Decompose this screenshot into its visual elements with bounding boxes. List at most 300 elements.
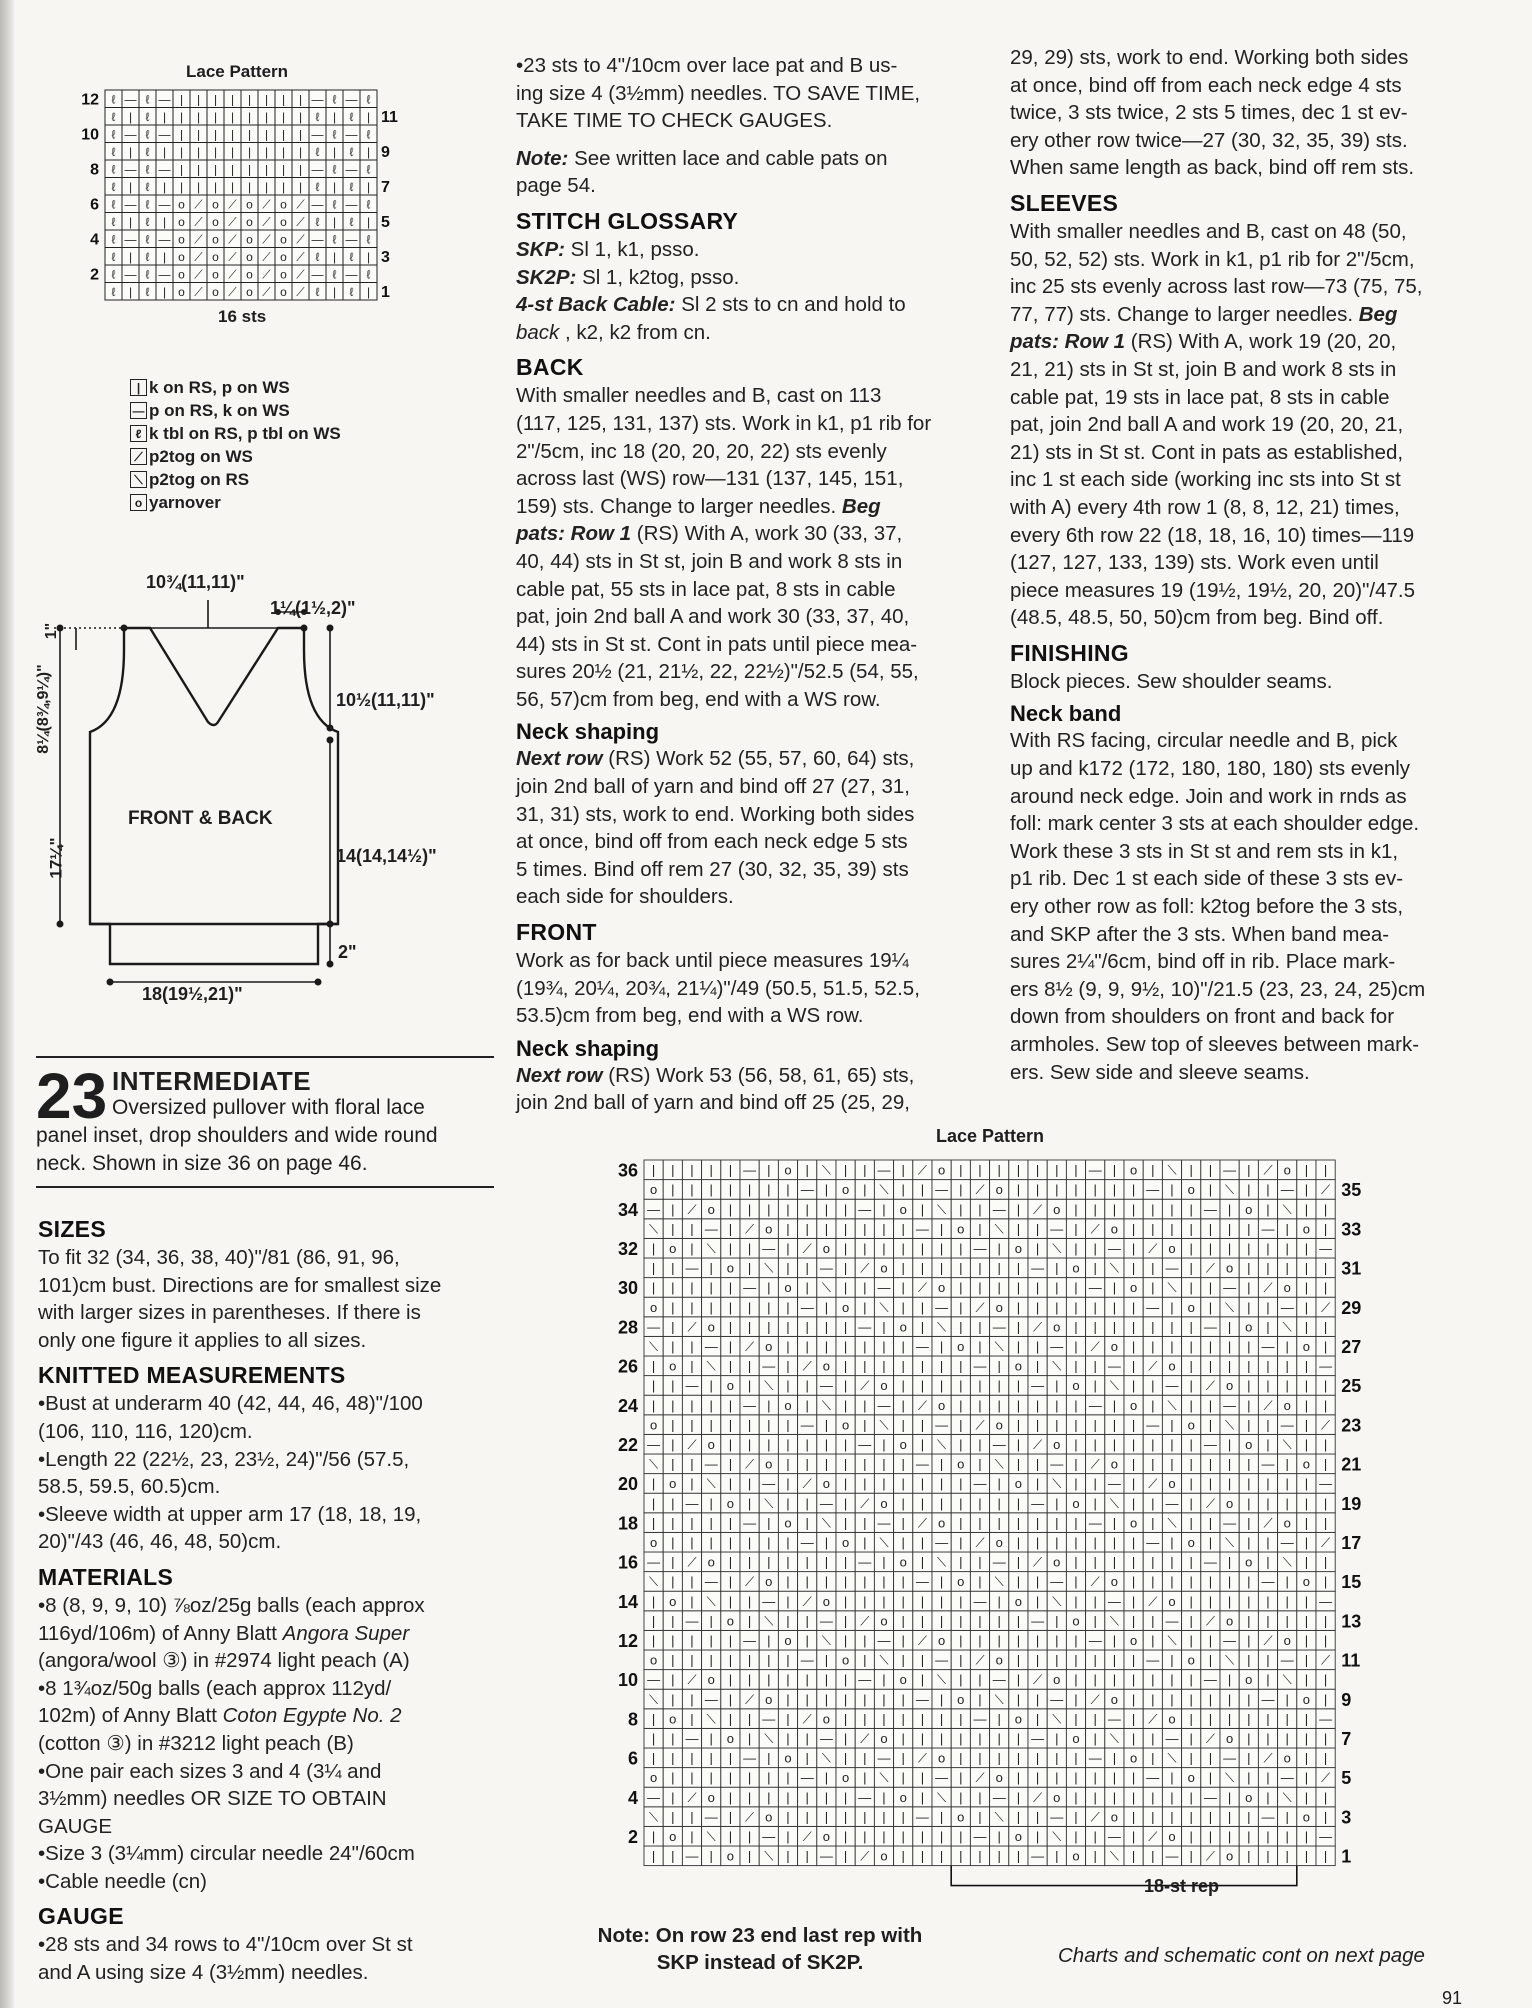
chart-symbol: | [805,1495,809,1511]
sleeves-line: with A) every 4th row 1 (8, 8, 12, 21) times, [1010,495,1400,519]
front-back-schematic [28,570,488,1010]
chart-symbol: o [669,1593,677,1609]
chart-symbol: | [281,110,286,124]
chart-symbol: ⟋ [1263,1280,1273,1296]
chart-symbol: | [747,1260,752,1276]
chart-symbol: | [728,1437,733,1452]
chart-symbol: | [1035,1691,1040,1707]
chart-symbol: ℓ [349,180,354,194]
chart-symbol: o [178,267,185,282]
chart-symbol: | [747,1770,752,1786]
chart-symbol: | [939,1574,944,1590]
chart-symbol: | [939,1711,944,1727]
chart-symbol: | [1266,1613,1270,1629]
chart-symbol: | [1035,1241,1040,1256]
chart-symbol: | [671,1750,675,1766]
chart-symbol: o [1129,1162,1138,1178]
chart-symbol: | [1189,1378,1193,1394]
chart-symbol: | [1151,1495,1155,1511]
chart-symbol: o [1053,1789,1061,1805]
chart-symbol: | [997,1476,1001,1492]
gauge-line: and A using size 4 (3½mm) needles. [38,1961,369,1985]
chart-symbol: | [264,127,269,142]
chart-symbol: | [978,1848,982,1864]
chart-symbol: | [1131,1221,1136,1237]
finishing-heading: FINISHING [1010,639,1129,666]
chart-symbol: o [707,1554,715,1570]
chart-symbol: | [1055,1182,1059,1198]
chart-symbol: | [128,180,133,194]
chart-symbol: | [1247,1613,1251,1629]
chart-symbol: | [1093,1182,1097,1198]
chart-symbol: | [671,1848,675,1864]
chart-symbol: | [671,1397,675,1413]
chart-symbol: | [767,1397,771,1413]
chart-row-number: 8 [90,161,99,179]
chart-symbol: | [1035,1652,1040,1668]
chart-symbol: | [651,1731,656,1746]
chart-symbol: | [1247,1535,1251,1550]
chart-symbol: | [1170,1809,1174,1825]
chart-symbol: | [162,215,167,229]
chart-symbol: | [1266,1476,1270,1492]
chart-symbol: ⟍ [821,1633,831,1648]
chart-symbol: | [747,1711,752,1727]
chart-symbol: o [212,250,219,264]
chart-symbol: o [1129,1515,1138,1531]
chart-symbol: | [1208,1339,1213,1354]
chart-symbol: | [920,1241,925,1256]
chart-symbol: ⟍ [1052,1829,1062,1844]
chart-symbol: | [709,1162,713,1178]
chart-symbol: | [671,1633,675,1648]
chart-symbol: | [920,1417,925,1433]
chart-symbol: | [1131,1711,1136,1727]
chart-symbol: — [935,1417,949,1433]
chart-symbol: | [1208,1829,1213,1844]
chart-symbol: ⟋ [860,1495,870,1511]
chart-symbol: | [959,1554,963,1570]
legend-label: k tbl on RS, p tbl on WS [149,423,341,443]
back-line: pats: Row 1 (RS) With A, work 30 (33, 37, [516,522,903,546]
chart-symbol: | [690,1397,694,1413]
chart-symbol: o [995,1770,1003,1786]
chart-symbol: | [901,1731,905,1746]
chart-symbol: — [1223,1162,1237,1178]
chart-symbol: o [726,1260,735,1276]
chart-symbol: | [939,1613,944,1629]
chart-symbol: | [1189,1809,1193,1825]
chart-symbol: | [1323,1515,1328,1531]
chart-symbol: | [1304,1417,1309,1433]
chart-symbol: ℓ [349,250,354,264]
chart-symbol: — [992,1789,1006,1805]
chart-symbol: o [649,1182,658,1198]
chart-symbol: | [863,1182,867,1198]
chart-symbol: | [1304,1613,1309,1629]
chart-symbol: | [728,1339,733,1354]
chart-row-number: 29 [1341,1297,1362,1318]
chart-symbol: ⟍ [1282,1437,1292,1452]
chart-symbol: | [997,1593,1001,1609]
chart-symbol: | [786,1260,790,1276]
chart-symbol: | [1035,1750,1040,1766]
repeat-bracket [951,1866,1297,1886]
chart-symbol: | [671,1691,675,1707]
chart-symbol: | [709,1652,713,1668]
chart-symbol: | [709,1397,713,1413]
chart-row-number: 13 [1341,1611,1362,1632]
chart-symbol: | [1227,1711,1232,1727]
chart-symbol: | [882,1476,886,1492]
neck-band-line: sures 2¼"/6cm, bind off in rib. Place mark- [1010,950,1396,974]
chart-symbol: | [747,1672,752,1688]
chart-symbol: ⟍ [879,1182,889,1198]
chart-symbol: | [978,1456,982,1472]
chart-symbol: | [162,250,167,264]
chart-row-number: 32 [617,1239,638,1259]
chart-symbol: | [1016,1417,1021,1433]
chart-symbol: ⟋ [1321,1299,1331,1315]
chart-symbol: ⟋ [1205,1495,1215,1511]
chart-symbol: | [939,1848,944,1864]
neck-depth-label: 10½(11,11)" [336,690,435,710]
chart-symbol: o [995,1182,1003,1198]
chart-symbol: ⟍ [937,1437,947,1452]
chart-symbol: | [128,250,133,264]
chart-symbol: | [978,1339,982,1354]
chart-symbol: o [1072,1495,1080,1511]
chart-symbol: | [1247,1750,1251,1766]
chart-symbol: ⟍ [1052,1593,1062,1609]
chart-symbol: | [1035,1417,1040,1433]
chart-symbol: — [1165,1260,1179,1276]
legend-symbol-icon: | [130,379,147,396]
chart-symbol: | [863,1574,867,1590]
chart-symbol: | [767,1417,771,1433]
chart-symbol: | [1323,1260,1328,1276]
chart-symbol: | [863,1476,867,1492]
chart-symbol: o [784,1280,792,1296]
chart-symbol: | [1170,1299,1174,1315]
chart-symbol: | [959,1711,963,1727]
chart-symbol: | [767,1672,771,1688]
chart-symbol: | [671,1378,675,1394]
chart-symbol: o [178,250,185,264]
chart-symbol: | [1304,1241,1309,1256]
chart-symbol: | [978,1574,982,1590]
chart-symbol: | [1035,1280,1040,1296]
chart-symbol: o [246,250,253,264]
chart-symbol: — [1088,1162,1102,1178]
chart-symbol: ℓ [349,110,354,124]
chart-symbol: | [1074,1241,1078,1256]
big-chart-title: Lace Pattern [936,1126,1045,1146]
page-spine-shadow [0,0,14,2008]
chart-symbol: | [1016,1221,1021,1237]
chart-symbol: | [728,1299,733,1315]
chart-symbol: o [280,232,287,247]
chart-symbol: | [1227,1201,1232,1217]
chart-row-number: 12 [81,91,99,109]
materials-line: (cotton ③) in #3212 light peach (B) [38,1731,354,1755]
chart-symbol: | [920,1437,925,1452]
chart-symbol: | [1131,1260,1136,1276]
chart-symbol: — [124,232,137,247]
chart-symbol: | [1304,1848,1309,1864]
chart-symbol: | [1035,1182,1040,1198]
chart-symbol: | [162,110,167,124]
chart-symbol: | [671,1280,675,1296]
chart-symbol: — [762,1241,776,1256]
chart-symbol: | [1285,1848,1289,1864]
note-line: Note: See written lace and cable pats on [516,146,888,170]
chart-symbol: | [728,1417,733,1433]
chart-symbol: | [901,1515,905,1531]
bottom-note [560,1922,960,1976]
chart-symbol: | [179,110,184,124]
chart-symbol: | [978,1672,982,1688]
back-line: 56, 57)cm from beg, end with a WS row. [516,687,881,711]
chart-symbol: o [649,1535,658,1550]
chart-symbol: | [1035,1515,1040,1531]
chart-symbol: | [1285,1456,1289,1472]
chart-symbol: | [651,1711,656,1727]
chart-symbol: ⟋ [1090,1221,1100,1237]
chart-symbol: ⟋ [1205,1848,1215,1864]
chart-symbol: | [997,1613,1001,1629]
chart-symbol: | [1016,1397,1021,1413]
chart-symbol: — [743,1750,757,1766]
chart-symbol: | [901,1299,905,1315]
chart-symbol: | [767,1280,771,1296]
chart-symbol: | [824,1789,829,1805]
chart-symbol: | [1304,1789,1309,1805]
front-neck-line: 29, 29) sts, work to end. Working both sides [1010,46,1409,69]
chart-symbol: o [280,250,287,264]
chart-symbol: ⟋ [687,1437,697,1452]
chart-symbol: | [1151,1691,1155,1707]
chart-symbol: o [707,1319,715,1335]
chart-symbol: | [959,1241,963,1256]
chart-row-number: 8 [627,1709,638,1730]
sizes-line: 101)cm bust. Directions are for smallest size [38,1273,442,1297]
chart-symbol: | [1074,1201,1078,1217]
chart-symbol: o [899,1201,907,1217]
chart-symbol: ℓ [332,267,337,282]
header-rule-bottom [36,1186,494,1188]
chart-symbol: | [1035,1162,1040,1178]
chart-symbol: ℓ [332,162,337,177]
front-neck-line: When same length as back, bind off rem sts. [1010,156,1415,180]
chart-symbol: ⟋ [296,267,305,282]
chart-symbol: | [843,1711,848,1727]
chart-symbol: | [1323,1691,1328,1707]
chart-symbol: | [196,145,201,159]
chart-symbol: | [997,1848,1001,1864]
chart-symbol: | [709,1613,713,1629]
chart-symbol: | [824,1554,829,1570]
chart-symbol: o [1014,1829,1023,1844]
chart-symbol: o [822,1711,831,1727]
back-neck-shaping-heading: Neck shaping [516,719,660,745]
chart-symbol: | [1170,1201,1174,1217]
chart-symbol: | [230,110,235,124]
chart-symbol: | [709,1750,713,1766]
chart-symbol: | [1112,1299,1117,1315]
chart-symbol: | [767,1535,771,1550]
chart-symbol: | [1035,1770,1040,1786]
chart-row-number: 2 [627,1827,638,1847]
chart-symbol: o [707,1789,715,1805]
chart-symbol: | [959,1672,963,1688]
chart-symbol: ⟍ [764,1378,774,1394]
chart-symbol: — [124,92,137,107]
chart-symbol: | [1016,1280,1021,1296]
chart-symbol: | [1093,1613,1097,1629]
chart-symbol: — [1050,1809,1064,1825]
chart-symbol: ⟍ [994,1691,1004,1707]
chart-symbol: o [841,1299,850,1315]
chart-symbol: | [1093,1358,1097,1374]
chart-symbol: — [743,1280,757,1296]
chart-symbol: | [1208,1162,1213,1178]
chart-symbol: — [992,1201,1006,1217]
chart-symbol: | [1170,1437,1174,1452]
chart-symbol: | [901,1162,905,1178]
chart-symbol: — [800,1417,814,1433]
chart-symbol: | [843,1280,848,1296]
chart-symbol: | [920,1613,925,1629]
chart-symbol: | [997,1162,1001,1178]
chart-symbol: ⟋ [687,1319,697,1335]
neck-band-line: ers. Sew side and sleeve seams. [1010,1060,1310,1084]
chart-symbol: | [671,1731,675,1746]
chart-symbol: | [747,1476,752,1492]
chart-symbol: | [1323,1495,1328,1511]
chart-symbol: | [1074,1711,1078,1727]
chart-symbol: | [690,1476,694,1492]
chart-symbol: — [704,1339,718,1354]
chart-symbol: | [1189,1848,1193,1864]
chart-symbol: ⟋ [1033,1554,1043,1570]
chart-row-number: 6 [90,196,99,214]
chart-symbol: — [345,267,358,282]
chart-symbol: | [786,1201,790,1217]
chart-symbol: ℓ [111,285,116,299]
sleeves-line: 77, 77) sts. Change to larger needles. Beg [1010,302,1398,326]
chart-symbol: — [1107,1476,1121,1492]
chart-symbol: | [1208,1417,1213,1433]
chart-symbol: | [978,1554,982,1570]
chart-symbol: | [959,1476,963,1492]
chart-symbol: — [935,1535,949,1550]
chart-symbol: ⟍ [649,1221,659,1237]
chart-symbol: | [651,1378,656,1394]
chart-symbol: — [973,1358,987,1374]
chart-symbol: o [1225,1848,1234,1864]
chart-symbol: — [992,1672,1006,1688]
chart-symbol: | [978,1731,982,1746]
chart-symbol: | [1074,1535,1078,1550]
chart-symbol: | [1093,1437,1097,1452]
chart-symbol: — [1319,1241,1333,1256]
chart-symbol: | [920,1535,925,1550]
chart-symbol: | [1323,1319,1328,1335]
chart-symbol: o [649,1417,658,1433]
chart-symbol: | [959,1593,963,1609]
chart-symbol: | [786,1789,790,1805]
chart-symbol: ⟍ [1052,1358,1062,1374]
chart-symbol: | [1323,1397,1328,1413]
chart-symbol: — [685,1260,699,1276]
chart-symbol: ℓ [332,197,337,212]
chart-symbol: ℓ [111,180,116,194]
chart-symbol: | [1131,1358,1136,1374]
chart-symbol: | [824,1417,829,1433]
chart-symbol: ⟍ [706,1593,716,1609]
chart-symbol: ⟋ [975,1770,985,1786]
chart-symbol: — [1050,1456,1064,1472]
chart-symbol: — [1107,1593,1121,1609]
materials-line: •8 (8, 9, 9, 10) ⅞oz/25g balls (each approx [38,1593,425,1617]
chart-symbol: | [920,1319,925,1335]
chart-symbol: o [1245,1201,1253,1217]
chart-symbol: o [246,197,253,212]
legend-label: p2tog on WS [149,446,253,466]
chart-symbol: | [1208,1476,1213,1492]
chart-symbol: — [858,1319,872,1335]
chart-symbol: | [1208,1280,1213,1296]
chart-symbol: | [1208,1515,1213,1531]
chart-symbol: | [843,1593,848,1609]
chart-symbol: | [1112,1162,1117,1178]
chart-symbol: | [1131,1182,1136,1198]
chart-symbol: | [920,1770,925,1786]
chart-symbol: | [1304,1201,1309,1217]
chart-symbol: | [1016,1652,1021,1668]
chart-symbol: — [1146,1535,1160,1550]
chart-symbol: ℓ [349,145,354,159]
chart-symbol: ℓ [315,180,320,194]
chart-symbol: | [901,1397,905,1413]
chart-symbol: — [762,1711,776,1727]
measurement-line: •Length 22 (22½, 23, 23½, 24)"/56 (57.5, [38,1447,410,1471]
chart-symbol: | [1035,1358,1040,1374]
chart-symbol: | [332,145,337,159]
chart-symbol: ⟍ [1282,1672,1292,1688]
chart-symbol: o [669,1358,677,1374]
chart-symbol: | [162,145,167,159]
chart-symbol: | [332,285,337,299]
chart-symbol: | [1304,1535,1309,1550]
chart-symbol: | [1266,1260,1270,1276]
chart-symbol: o [1072,1378,1080,1394]
chart-symbol: o [1072,1613,1080,1629]
chart-symbol: | [1189,1221,1193,1237]
chart-symbol: | [997,1358,1001,1374]
chart-symbol: o [1302,1339,1311,1354]
chart-symbol: | [1151,1672,1155,1688]
chart-symbol: — [1031,1495,1045,1511]
chart-symbol: | [1227,1437,1232,1452]
chart-symbol: | [1074,1633,1078,1648]
chart-symbol: | [690,1574,694,1590]
chart-symbol: | [978,1378,982,1394]
chart-symbol: o [1168,1829,1176,1844]
chart-symbol: | [747,1319,752,1335]
chart-row-number: 27 [1341,1337,1362,1357]
